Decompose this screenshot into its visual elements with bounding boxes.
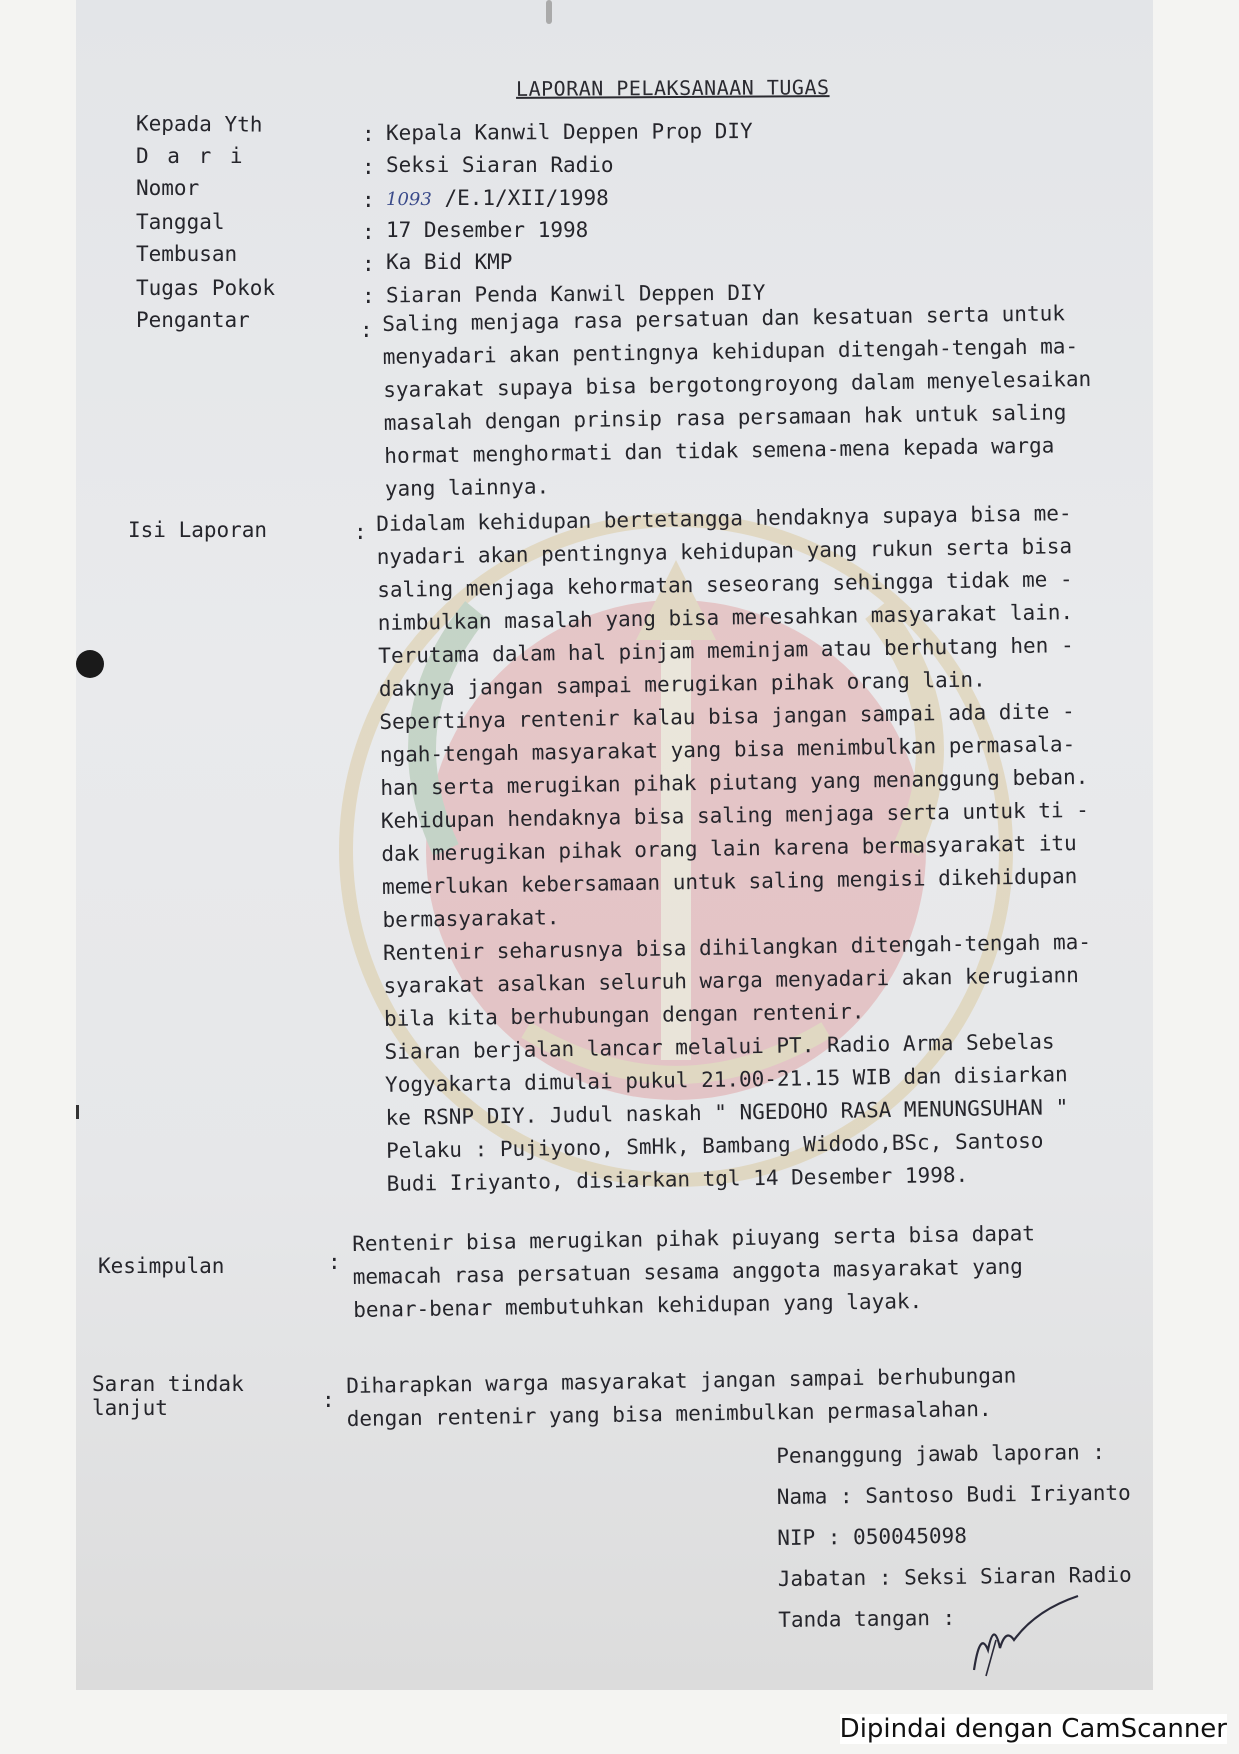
kesimpulan-label: Kesimpulan (98, 1254, 225, 1278)
kesimpulan-text (352, 1217, 1036, 1327)
colon: : (362, 188, 375, 212)
penanggung-jawab-heading: Penanggung jawab laporan : (776, 1439, 1106, 1468)
penanggung-jawab-tanda-tangan: Tanda tangan : (778, 1605, 956, 1632)
scan-mark (546, 0, 552, 24)
pengantar-line: menyadari akan pentingnya kehidupan ditengah-tengah ma- (382, 334, 1079, 369)
isi-laporan-line: Kehidupan hendaknya bisa saling menjaga serta untuk ti - (380, 797, 1090, 833)
handwritten-number: 1093 (386, 189, 432, 210)
field-value-nomor (386, 186, 609, 210)
saran-line: dengan rentenir yang bisa menimbulkan permasalahan. (346, 1396, 992, 1431)
isi-laporan-line: Yogyakarta dimulai pukul 21.00-21.15 WIB dan disiarkan (384, 1062, 1068, 1097)
signature-icon (966, 1590, 1086, 1680)
saran-label-line: lanjut (92, 1396, 168, 1420)
penanggung-jawab-nama: Nama : Santoso Budi Iriyanto (776, 1480, 1131, 1509)
isi-laporan-line: syarakat asalkan seluruh warga menyadari akan kerugiann (383, 963, 1079, 998)
field-label-nomor: Nomor (136, 176, 200, 200)
document-page (76, 0, 1153, 1690)
colon: : (322, 1388, 335, 1412)
isi-laporan-line: han serta merugikan pihak piutang yang menanggung beban. (380, 764, 1089, 800)
penanggung-jawab-nip: NIP : 050045098 (777, 1523, 968, 1550)
camscanner-watermark: Dipindai dengan CamScanner (839, 1714, 1227, 1744)
saran-text (346, 1359, 1017, 1436)
pengantar-line: yang lainnya. (384, 474, 550, 501)
field-label-tembusan: Tembusan (136, 242, 238, 266)
colon: : (362, 220, 375, 244)
isi-laporan-line: nyadari akan pentingnya kehidupan yang rukun serta bisa (376, 534, 1073, 569)
pengantar-line: Saling menjaga rasa persatuan dan kesatuan serta untuk (382, 301, 1066, 336)
isi-laporan-line: nimbulkan masalah yang bisa meresahkan masyarakat lain. (377, 600, 1074, 635)
pengantar-line: syarakat supaya bisa bergotongroyong dalam menyelesaikan (383, 366, 1092, 402)
punch-hole (76, 650, 104, 678)
field-value-kepada: Kepala Kanwil Deppen Prop DIY (385, 119, 753, 145)
isi-laporan-line: ke RSNP DIY. Judul naskah " NGEDOHO RASA MENUNGSUHAN " (385, 1095, 1069, 1130)
field-value-tugas-pokok: Siaran Penda Kanwil Deppen DIY (385, 280, 766, 308)
isi-laporan-line: Siaran berjalan lancar melalui PT. Radio Arma Sebelas (384, 1029, 1055, 1064)
nomor-suffix: /E.1/XII/1998 (444, 186, 609, 210)
penanggung-jawab-jabatan: Jabatan : Seksi Siaran Radio (777, 1562, 1132, 1591)
field-value-tembusan: Ka Bid KMP (386, 250, 513, 274)
isi-laporan-line: bermasyarakat. (382, 905, 560, 932)
isi-laporan-label: Isi Laporan (128, 518, 268, 542)
colon: : (362, 155, 375, 179)
colon: : (328, 1250, 341, 1274)
pengantar-text (382, 297, 1093, 506)
pengantar-label: Pengantar (136, 308, 250, 332)
isi-laporan-line: ngah-tengah masyarakat yang bisa menimbulkan permasala- (379, 732, 1076, 767)
pengantar-line: masalah dengan prinsip rasa persamaan hak untuk saling (383, 400, 1067, 435)
kesimpulan-line: Rentenir bisa merugikan pihak piuyang serta bisa dapat (352, 1221, 1036, 1256)
field-label-dari: D a r i (136, 144, 246, 168)
colon: : (360, 318, 373, 342)
field-label-tanggal: Tanggal (136, 210, 225, 234)
isi-laporan-line: Terutama dalam hal pinjam meminjam atau berhutang hen - (378, 633, 1074, 668)
isi-laporan-line: Pelaku : Pujiyono, SmHk, Bambang Widodo,BSc, Santoso (385, 1128, 1044, 1163)
pengantar-line: hormat menghormati dan tidak semena-mena kepada warga (384, 433, 1055, 468)
isi-laporan-line: dak merugikan pihak orang lain karena bermasyarakat itu (381, 831, 1077, 866)
isi-laporan-line: Didalam kehidupan bertetangga hendaknya supaya bisa me- (376, 501, 1072, 536)
document-title: LAPORAN PELAKSANAAN TUGAS (515, 75, 830, 101)
isi-laporan-line: Rentenir seharusnya bisa dihilangkan ditengah-tengah ma- (382, 929, 1092, 965)
scan-mark (76, 1105, 79, 1119)
isi-laporan-line: memerlukan kebersamaan untuk saling mengisi dikehidupan (381, 864, 1078, 899)
saran-label-line: Saran tindak (92, 1372, 244, 1396)
colon: : (362, 284, 375, 308)
field-label-kepada: Kepada Yth (135, 111, 263, 137)
colon: : (354, 520, 367, 544)
isi-laporan-line: Budi Iriyanto, disiarkan tgl 14 Desember 1998. (386, 1162, 969, 1196)
isi-laporan-line: Sepertinya rentenir kalau bisa jangan sampai ada dite - (379, 699, 1075, 734)
kesimpulan-line: memacah rasa persatuan sesama anggota masyarakat yang (352, 1254, 1023, 1289)
isi-laporan-line: saling menjaga kehormatan seseorang sehingga tidak me - (377, 567, 1073, 602)
isi-laporan-line: daknya jangan sampai merugikan pihak orang lain. (378, 667, 986, 701)
saran-line: Diharapkan warga masyarakat jangan sampai berhubungan (346, 1363, 1017, 1398)
colon: : (362, 122, 375, 146)
kesimpulan-line: benar-benar membutuhkan kehidupan yang layak. (353, 1289, 923, 1322)
isi-laporan-line: bila kita berhubungan dengan rentenir. (383, 999, 865, 1031)
colon: : (362, 252, 375, 276)
isi-laporan-text (376, 497, 1095, 1201)
saran-label (92, 1372, 244, 1420)
field-label-tugas-pokok: Tugas Pokok (136, 276, 276, 300)
field-value-tanggal: 17 Desember 1998 (386, 218, 589, 242)
field-value-dari: Seksi Siaran Radio (386, 153, 614, 177)
